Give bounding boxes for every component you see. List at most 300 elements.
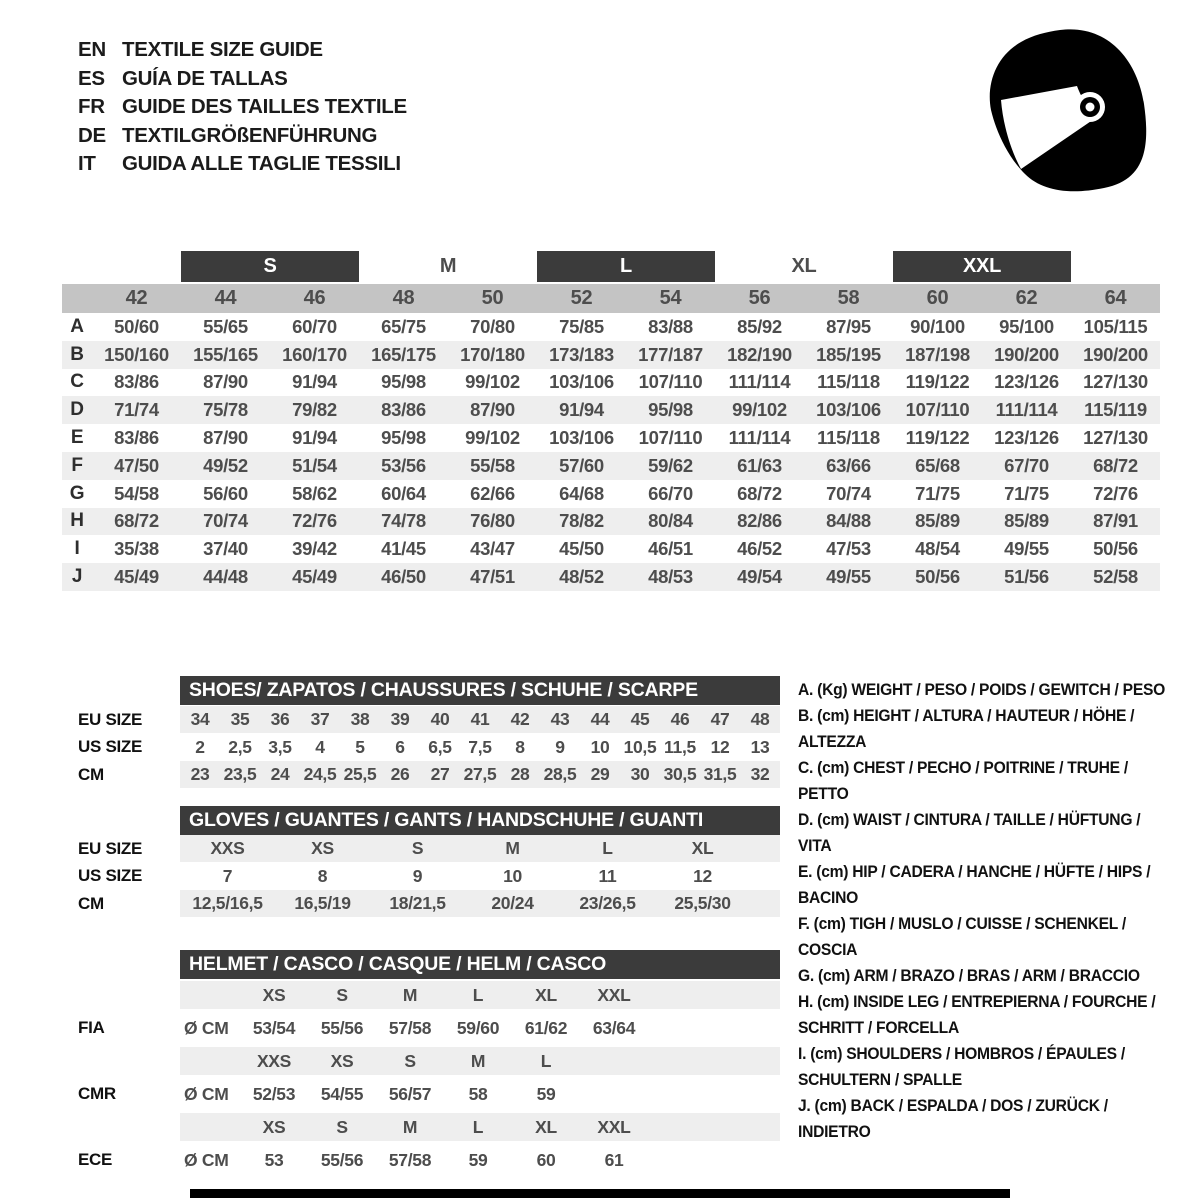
measurement-cell: 52/58 xyxy=(1093,566,1138,588)
measurement-cell: 44/48 xyxy=(203,566,248,588)
measurement-cell: 67/70 xyxy=(1004,454,1049,476)
size-row xyxy=(180,733,780,760)
size-cell: 25,5 xyxy=(343,763,377,784)
helmet-value: 63/64 xyxy=(592,1017,636,1038)
measurement-cell: 84/88 xyxy=(826,510,871,532)
size-cell: 29 xyxy=(590,763,610,784)
measurement-cell: 49/54 xyxy=(737,566,782,588)
helmet-size-row xyxy=(180,981,780,1009)
size-cell: S xyxy=(411,838,424,859)
measurement-cell: 119/122 xyxy=(905,371,970,393)
racing-helmet-icon xyxy=(972,24,1152,208)
legend-item: G. (cm) ARM / BRAZO / BRAS / ARM / BRACCIO xyxy=(798,966,1140,985)
numeric-size: 44 xyxy=(214,287,237,309)
measurement-cell: 103/106 xyxy=(816,399,881,421)
measurement-cell: 91/94 xyxy=(292,427,337,449)
size-group-header-row xyxy=(62,251,1160,282)
helmet-value: 59 xyxy=(536,1083,556,1104)
language-title: GUÍA DE TALLAS xyxy=(122,66,288,90)
helmet-size: L xyxy=(540,1050,552,1071)
measurement-cell: 65/75 xyxy=(381,315,426,337)
measurement-cell: 47/53 xyxy=(826,538,871,560)
helmet-table xyxy=(180,981,780,1179)
measurement-cell: 123/126 xyxy=(994,371,1059,393)
helmet-value-row xyxy=(180,1146,780,1174)
legend-item: F. (cm) TIGH / MUSLO / CUISSE / SCHENKEL / COSCIA xyxy=(798,914,1126,959)
measurement-cell: 115/118 xyxy=(817,371,880,393)
gloves-section-title: GLOVES / GUANTES / GANTS / HANDSCHUHE / GUANTI xyxy=(180,806,780,835)
numeric-size-band xyxy=(62,284,1160,313)
helmet-size: S xyxy=(336,1116,348,1137)
measurement-cell: 47/51 xyxy=(470,566,515,588)
measurement-cell: 85/89 xyxy=(1004,510,1049,532)
size-cell: 7 xyxy=(222,865,233,886)
measurement-cell: 49/52 xyxy=(203,454,248,476)
size-cell: 26 xyxy=(390,763,410,784)
size-cell: 25,5/30 xyxy=(674,892,731,913)
row-label: CM xyxy=(78,764,104,784)
measurement-cell: 63/66 xyxy=(826,454,871,476)
measurement-cell: 103/106 xyxy=(549,371,614,393)
measurement-cell: 119/122 xyxy=(905,427,970,449)
measurement-cell: 66/70 xyxy=(648,482,693,504)
measurement-cell: 53/56 xyxy=(381,454,426,476)
measurement-cell: 185/195 xyxy=(816,343,881,365)
helmet-value: 61/62 xyxy=(524,1017,568,1038)
row-letter: B xyxy=(70,343,84,365)
size-cell: 9 xyxy=(555,736,565,757)
measurement-cell: 55/58 xyxy=(470,454,515,476)
measurement-cell: 72/76 xyxy=(1093,482,1138,504)
row-label: US SIZE xyxy=(78,737,143,757)
measurement-cell: 60/70 xyxy=(292,315,337,337)
helmet-value: 57/58 xyxy=(388,1149,432,1170)
legend-item: A. (Kg) WEIGHT / PESO / POIDS / GEWITCH / PESO xyxy=(798,680,1166,699)
measurement-cell: 91/94 xyxy=(559,399,604,421)
measurement-cell: 48/54 xyxy=(915,538,960,560)
size-cell: 44 xyxy=(590,709,610,730)
language-row xyxy=(78,122,407,151)
measurement-cell: 62/66 xyxy=(470,482,515,504)
helmet-size: XXL xyxy=(597,984,631,1005)
measurement-cell: 80/84 xyxy=(648,510,693,532)
helmet-size: XXL xyxy=(597,1116,631,1137)
measurement-cell: 78/82 xyxy=(559,510,604,532)
size-cell: 36 xyxy=(270,709,290,730)
numeric-size: 50 xyxy=(481,287,504,309)
helmet-size: S xyxy=(336,984,348,1005)
helmet-value: 55/56 xyxy=(320,1017,364,1038)
size-cell: 41 xyxy=(470,709,490,730)
row-letter: I xyxy=(74,538,80,560)
size-row xyxy=(180,890,780,917)
row-letter: G xyxy=(69,482,85,504)
helmet-size: M xyxy=(402,1116,418,1137)
row-letter: F xyxy=(71,454,83,476)
size-group-label: M xyxy=(439,255,457,277)
measurement-row xyxy=(62,508,1160,536)
standard-label: ECE xyxy=(78,1150,113,1169)
measurement-row xyxy=(62,535,1160,563)
measurement-cell: 71/75 xyxy=(1004,482,1049,504)
measurement-cell: 45/49 xyxy=(114,566,159,588)
measurement-cell: 105/115 xyxy=(1083,315,1148,337)
size-group-label: S xyxy=(181,251,359,282)
size-cell: 2 xyxy=(195,736,205,757)
language-list xyxy=(78,36,407,179)
shoes-section-title: SHOES/ ZAPATOS / CHAUSSURES / SCHUHE / SCARPE xyxy=(180,676,780,705)
textile-table-body xyxy=(62,313,1160,591)
helmet-size-row xyxy=(180,1113,780,1141)
measurement-cell: 87/91 xyxy=(1093,510,1138,532)
size-cell: 37 xyxy=(310,709,330,730)
measurement-cell: 115/118 xyxy=(817,427,880,449)
measurement-cell: 43/47 xyxy=(470,538,515,560)
size-cell: 8 xyxy=(317,865,328,886)
helmet-size: XL xyxy=(535,1116,557,1137)
size-row xyxy=(180,835,780,862)
measurement-cell: 83/88 xyxy=(648,315,693,337)
measurement-cell: 70/80 xyxy=(470,315,515,337)
measurement-row xyxy=(62,396,1160,424)
size-cell: 12 xyxy=(710,736,730,757)
size-cell: 7,5 xyxy=(468,736,492,757)
measurement-cell: 83/86 xyxy=(381,399,426,421)
helmet-value-row xyxy=(180,1014,780,1042)
measurement-cell: 79/82 xyxy=(292,399,337,421)
language-row xyxy=(78,150,407,179)
size-cell: XL xyxy=(691,838,714,859)
helmet-value: 61 xyxy=(604,1149,624,1170)
measurement-cell: 75/78 xyxy=(203,399,248,421)
row-label: US SIZE xyxy=(78,866,143,886)
measurement-cell: 49/55 xyxy=(1004,538,1049,560)
size-cell: 11,5 xyxy=(664,736,696,757)
measurement-cell: 182/190 xyxy=(727,343,792,365)
size-cell: 28 xyxy=(510,763,530,784)
measurement-cell: 75/85 xyxy=(559,315,604,337)
measurement-cell: 46/50 xyxy=(381,566,426,588)
measurement-cell: 49/55 xyxy=(826,566,871,588)
numeric-size: 54 xyxy=(659,287,682,309)
size-cell: 23/26,5 xyxy=(579,892,636,913)
size-cell: 18/21,5 xyxy=(389,892,446,913)
measurement-row xyxy=(62,369,1160,397)
size-group-label: L xyxy=(537,251,715,282)
legend-item: J. (cm) BACK / ESPALDA / DOS / ZURÜCK / INDIETRO xyxy=(798,1096,1108,1141)
language-title: TEXTILGRÖßENFÜHRUNG xyxy=(122,123,378,147)
measurement-cell: 165/175 xyxy=(371,343,436,365)
legend-item: E. (cm) HIP / CADERA / HANCHE / HÜFTE / HIPS / BACINO xyxy=(798,862,1151,907)
helmet-value: 53/54 xyxy=(252,1017,296,1038)
size-cell: 10 xyxy=(590,736,610,757)
language-code: DE xyxy=(78,123,106,147)
measurement-cell: 150/160 xyxy=(104,343,169,365)
size-cell: 38 xyxy=(350,709,370,730)
helmet-value: 59 xyxy=(468,1149,488,1170)
measurement-cell: 68/72 xyxy=(114,510,159,532)
standard-label: CMR xyxy=(78,1084,116,1103)
size-cell: 6,5 xyxy=(428,736,452,757)
size-cell: 42 xyxy=(510,709,530,730)
row-letter: E xyxy=(70,427,84,449)
size-cell: 4 xyxy=(315,736,325,757)
measurement-cell: 170/180 xyxy=(460,343,525,365)
measurement-cell: 155/165 xyxy=(193,343,258,365)
measurement-cell: 41/45 xyxy=(381,538,426,560)
measurement-cell: 48/53 xyxy=(648,566,693,588)
measurement-cell: 46/51 xyxy=(648,538,693,560)
shoes-row-labels xyxy=(78,706,142,788)
numeric-size: 46 xyxy=(303,287,326,309)
numeric-size: 58 xyxy=(837,287,860,309)
size-cell: 27 xyxy=(430,763,450,784)
size-cell: 8 xyxy=(515,736,525,757)
size-cell: 48 xyxy=(750,709,770,730)
size-cell: 31,5 xyxy=(703,763,737,784)
size-cell: L xyxy=(602,838,613,859)
language-code: FR xyxy=(78,95,105,119)
measurement-cell: 95/100 xyxy=(999,315,1054,337)
language-code: IT xyxy=(78,152,96,176)
row-letter: H xyxy=(70,510,84,532)
measurement-cell: 72/76 xyxy=(292,510,337,532)
measurement-cell: 177/187 xyxy=(638,343,703,365)
legend-item: C. (cm) CHEST / PECHO / POITRINE / TRUHE / PETTO xyxy=(798,758,1128,803)
measurement-cell: 99/102 xyxy=(732,399,787,421)
size-cell: 10 xyxy=(503,865,522,886)
measurement-cell: 87/90 xyxy=(203,427,248,449)
measurement-cell: 50/56 xyxy=(915,566,960,588)
size-cell: M xyxy=(505,838,520,859)
measurement-cell: 56/60 xyxy=(203,482,248,504)
helmet-value: 54/55 xyxy=(320,1083,364,1104)
row-letter: D xyxy=(70,399,84,421)
size-cell: 40 xyxy=(430,709,450,730)
size-cell: 6 xyxy=(395,736,405,757)
numeric-size: 48 xyxy=(392,287,415,309)
size-cell: 24 xyxy=(270,763,290,784)
measurement-cell: 99/102 xyxy=(465,371,520,393)
helmet-value: 56/57 xyxy=(388,1083,432,1104)
gloves-table xyxy=(180,835,780,917)
measurement-cell: 91/94 xyxy=(292,371,337,393)
measurement-cell: 46/52 xyxy=(737,538,782,560)
measurement-cell: 70/74 xyxy=(203,510,248,532)
measurement-cell: 76/80 xyxy=(470,510,515,532)
measurement-cell: 37/40 xyxy=(203,538,248,560)
numeric-size: 52 xyxy=(570,287,593,309)
measurement-cell: 50/56 xyxy=(1093,538,1138,560)
measurement-cell: 82/86 xyxy=(737,510,782,532)
measurement-cell: 190/200 xyxy=(1083,343,1148,365)
size-cell: 45 xyxy=(630,709,650,730)
size-cell: 35 xyxy=(230,709,250,730)
language-row xyxy=(78,93,407,122)
row-letter: A xyxy=(70,315,84,337)
size-cell: 30,5 xyxy=(663,763,697,784)
measurement-cell: 85/89 xyxy=(915,510,960,532)
helmet-value: 55/56 xyxy=(320,1149,364,1170)
size-row xyxy=(180,862,780,889)
size-cell: 43 xyxy=(550,709,570,730)
helmet-size: M xyxy=(402,984,418,1005)
measurement-cell: 99/102 xyxy=(465,427,520,449)
diameter-unit: Ø CM xyxy=(184,1017,229,1038)
measurement-cell: 111/114 xyxy=(728,371,791,393)
helmet-size: XXS xyxy=(256,1050,292,1071)
measurement-cell: 74/78 xyxy=(381,510,426,532)
diameter-unit: Ø CM xyxy=(184,1083,229,1104)
numeric-size: 64 xyxy=(1104,287,1127,309)
shoes-table xyxy=(180,706,780,788)
measurement-row xyxy=(62,452,1160,480)
size-cell: 30 xyxy=(630,763,650,784)
size-cell: XXS xyxy=(210,838,245,859)
helmet-value: 59/60 xyxy=(456,1017,500,1038)
size-cell: 3,5 xyxy=(268,736,292,757)
measurement-cell: 187/198 xyxy=(905,343,970,365)
numeric-size: 42 xyxy=(125,287,148,309)
language-row xyxy=(78,36,407,65)
language-title: GUIDE DES TAILLES TEXTILE xyxy=(122,95,407,119)
row-label-spacer xyxy=(78,1113,116,1141)
measurement-cell: 48/52 xyxy=(559,566,604,588)
measurement-cell: 45/49 xyxy=(292,566,337,588)
gloves-row-labels xyxy=(78,835,142,917)
legend-item: I. (cm) SHOULDERS / HOMBROS / ÉPAULES / SCHULTERN / SPALLE xyxy=(798,1044,1125,1089)
size-cell: 13 xyxy=(750,736,770,757)
measurement-cell: 57/60 xyxy=(559,454,604,476)
measurement-cell: 127/130 xyxy=(1083,427,1148,449)
row-label: EU SIZE xyxy=(78,710,143,729)
measurement-cell: 68/72 xyxy=(737,482,782,504)
helmet-value-row xyxy=(180,1080,780,1108)
measurement-cell: 45/50 xyxy=(559,538,604,560)
measurement-cell: 107/110 xyxy=(638,371,703,393)
size-row xyxy=(180,706,780,733)
helmet-size: S xyxy=(404,1050,416,1071)
measurement-row xyxy=(62,341,1160,369)
helmet-value: 58 xyxy=(468,1083,488,1104)
measurement-cell: 83/86 xyxy=(114,427,159,449)
helmet-size: L xyxy=(472,984,484,1005)
size-cell: 39 xyxy=(390,709,410,730)
measurement-cell: 35/38 xyxy=(114,538,159,560)
legend-item: B. (cm) HEIGHT / ALTURA / HAUTEUR / HÖHE / ALTEZZA xyxy=(798,706,1135,751)
size-cell: 23,5 xyxy=(223,763,257,784)
textile-size-table xyxy=(62,251,1160,591)
measurement-cell: 58/62 xyxy=(292,482,337,504)
measurement-cell: 70/74 xyxy=(826,482,871,504)
helmet-section-title: HELMET / CASCO / CASQUE / HELM / CASCO xyxy=(180,950,780,979)
row-label-spacer xyxy=(78,1047,116,1075)
language-title: TEXTILE SIZE GUIDE xyxy=(122,38,323,62)
numeric-size: 62 xyxy=(1015,287,1038,309)
measurement-cell: 71/74 xyxy=(114,399,159,421)
size-cell: 27,5 xyxy=(463,763,497,784)
helmet-size: XS xyxy=(330,1050,354,1071)
measurement-cell: 87/95 xyxy=(826,315,871,337)
measurement-cell: 61/63 xyxy=(737,454,782,476)
measurement-cell: 123/126 xyxy=(994,427,1059,449)
measurement-cell: 95/98 xyxy=(381,427,426,449)
measurement-cell: 60/64 xyxy=(381,482,426,504)
size-group-label: XL xyxy=(791,255,817,277)
diameter-unit: Ø CM xyxy=(184,1149,229,1170)
measurement-cell: 87/90 xyxy=(203,371,248,393)
measurement-legend xyxy=(798,677,1166,1145)
row-label: EU SIZE xyxy=(78,839,143,858)
size-cell: 5 xyxy=(355,736,365,757)
row-letter: C xyxy=(70,371,84,393)
measurement-cell: 50/60 xyxy=(114,315,159,337)
measurement-cell: 39/42 xyxy=(292,538,337,560)
size-cell: 10,5 xyxy=(623,736,657,757)
size-cell: 9 xyxy=(412,865,423,886)
measurement-cell: 111/114 xyxy=(728,427,791,449)
measurement-cell: 47/50 xyxy=(114,454,159,476)
measurement-cell: 51/56 xyxy=(1004,566,1049,588)
helmet-size: XS xyxy=(262,984,286,1005)
size-cell: 24,5 xyxy=(303,763,337,784)
measurement-row xyxy=(62,424,1160,452)
measurement-cell: 190/200 xyxy=(994,343,1059,365)
size-cell: 16,5/19 xyxy=(294,892,351,913)
numeric-size: 60 xyxy=(926,287,949,309)
helmet-size: L xyxy=(472,1116,484,1137)
helmet-value: 60 xyxy=(536,1149,556,1170)
size-group-label: XXL xyxy=(893,251,1071,282)
size-cell: 20/24 xyxy=(491,892,534,913)
row-label-spacer xyxy=(78,981,116,1009)
size-cell: 12,5/16,5 xyxy=(192,892,263,913)
measurement-cell: 59/62 xyxy=(648,454,693,476)
helmet-size: XS xyxy=(262,1116,286,1137)
measurement-cell: 95/98 xyxy=(648,399,693,421)
legend-item: D. (cm) WAIST / CINTURA / TAILLE / HÜFTUNG / VITA xyxy=(798,810,1141,855)
measurement-cell: 160/170 xyxy=(282,343,347,365)
measurement-cell: 107/110 xyxy=(905,399,970,421)
measurement-row xyxy=(62,480,1160,508)
measurement-cell: 68/72 xyxy=(1093,454,1138,476)
measurement-cell: 111/114 xyxy=(995,399,1058,421)
helmet-size-row xyxy=(180,1047,780,1075)
size-cell: 32 xyxy=(750,763,770,784)
measurement-cell: 54/58 xyxy=(114,482,159,504)
measurement-cell: 65/68 xyxy=(915,454,960,476)
measurement-cell: 83/86 xyxy=(114,371,159,393)
row-label: CM xyxy=(78,893,104,913)
footer-bar xyxy=(190,1189,1010,1198)
size-cell: 28,5 xyxy=(543,763,577,784)
measurement-cell: 103/106 xyxy=(549,427,614,449)
measurement-cell: 95/98 xyxy=(381,371,426,393)
measurement-cell: 64/68 xyxy=(559,482,604,504)
measurement-cell: 55/65 xyxy=(203,315,248,337)
measurement-cell: 87/90 xyxy=(470,399,515,421)
standard-label: FIA xyxy=(78,1018,105,1037)
size-cell: 47 xyxy=(710,709,730,730)
measurement-cell: 51/54 xyxy=(292,454,337,476)
helmet-size: M xyxy=(470,1050,486,1071)
measurement-cell: 173/183 xyxy=(549,343,614,365)
measurement-cell: 107/110 xyxy=(638,427,703,449)
row-letter: J xyxy=(71,566,83,588)
helmet-row-labels xyxy=(78,981,116,1179)
measurement-cell: 71/75 xyxy=(915,482,960,504)
size-cell: 46 xyxy=(670,709,690,730)
